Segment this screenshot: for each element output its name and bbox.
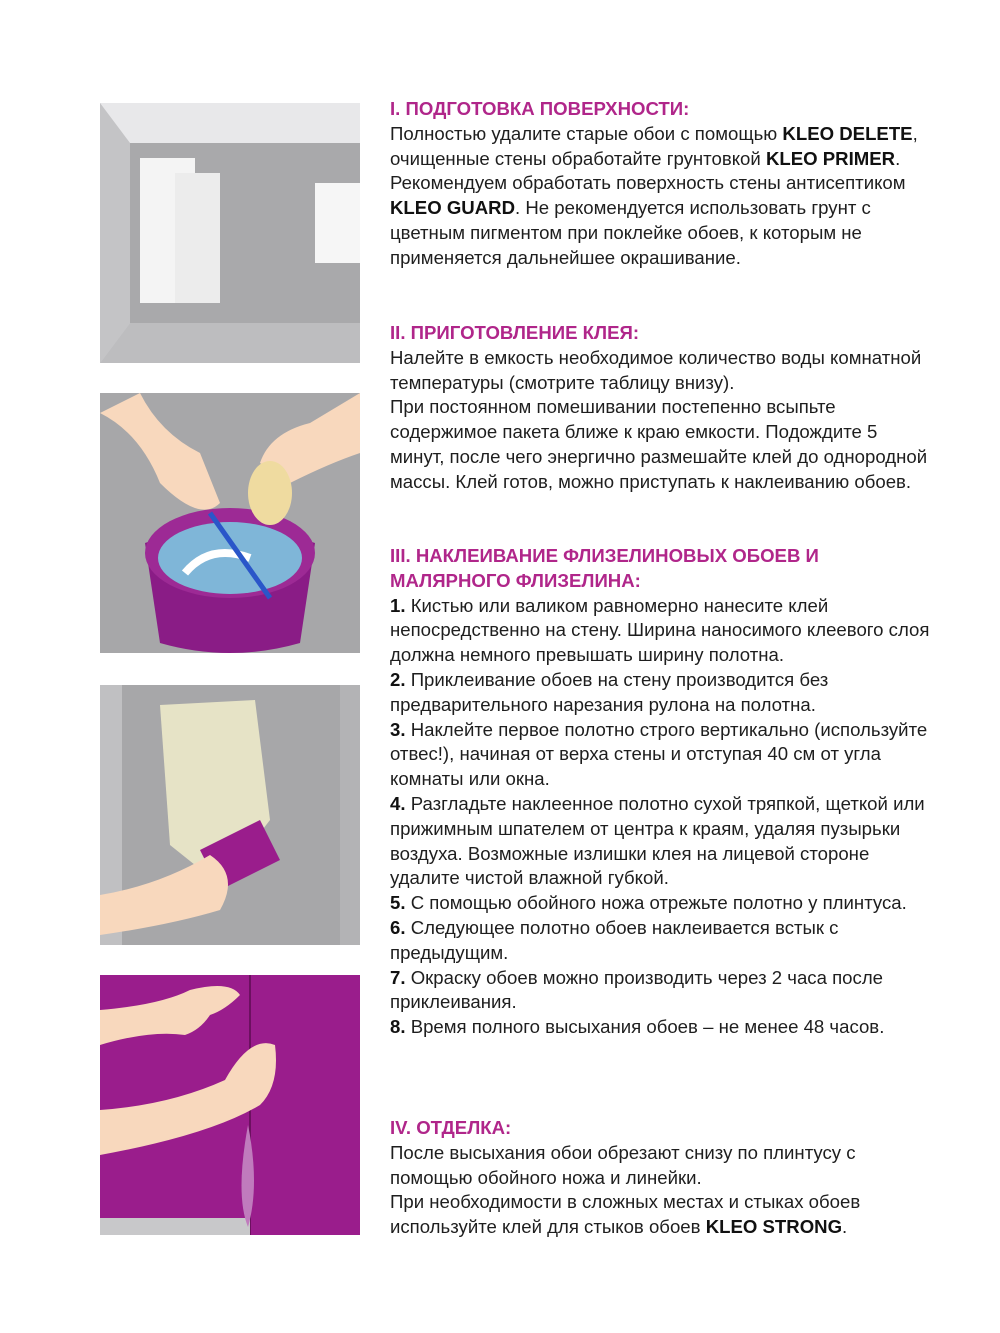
- section-title: IV. ОТДЕЛКА:: [390, 1117, 512, 1138]
- text-segment: При необходимости в сложных местах и стыках обоев используйте клей для стыков обоев: [390, 1191, 861, 1238]
- section-title: I. ПОДГОТОВКА ПОВЕРХНОСТИ:: [390, 98, 690, 119]
- section-paragraph: При постоянном помешивании постепенно всыпьте содержимое пакета ближе к краю емкости. Подождите 5 минут, после чего энергично размешайте клей до однородной массы. Клей готов, можно приступать к наклеиванию обоев.: [390, 396, 928, 492]
- text-segment: , очищенные стены обработайте грунтовкой: [390, 122, 918, 169]
- step-text: Разгладьте наклеенное полотно сухой тряпкой, щеткой или прижимным шпателем от центра к краям, удаляя пузырьки воздуха. Возможные излишки клея на лицевой стороне удалите чистой влажной губкой.: [390, 792, 925, 889]
- step-text: Время полного высыхания обоев – не менее 48 часов.: [410, 1016, 885, 1038]
- section-hanging-wallpaper: [390, 544, 930, 1040]
- step-number: 8.: [390, 1016, 406, 1038]
- step-item: [390, 594, 930, 668]
- step-text: Кистью или валиком равномерно нанесите клей непосредственно на стену. Ширина наносимого клеевого слоя должна немного превышать ширину полотна.: [390, 594, 930, 666]
- step-number: 3.: [390, 718, 406, 740]
- section-title: III. НАКЛЕИВАНИЕ ФЛИЗЕЛИНОВЫХ ОБОЕВ И МАЛЯРНОГО ФЛИЗЕЛИНА:: [390, 545, 819, 591]
- step-number: 6.: [390, 916, 406, 938]
- section-surface-preparation: [390, 97, 930, 271]
- text-segment: .: [842, 1216, 848, 1238]
- step-item: [390, 966, 930, 1016]
- section-title: II. ПРИГОТОВЛЕНИЕ КЛЕЯ:: [390, 322, 640, 343]
- product-name: KLEO DELETE: [782, 122, 913, 144]
- step-item: [390, 792, 930, 891]
- step-text: Наклейте первое полотно строго вертикально (используйте отвес!), начиная от верха стены и отступая 40 см от угла комнаты или окна.: [390, 718, 928, 790]
- section-paragraph: Налейте в емкость необходимое количество воды комнатной температуры (смотрите таблицу внизу).: [390, 346, 922, 393]
- step-item: [390, 891, 930, 916]
- step-item: [390, 1015, 930, 1040]
- step-number: 4.: [390, 792, 406, 814]
- section-text: [390, 122, 930, 271]
- product-name: KLEO GUARD: [390, 197, 515, 219]
- section-finishing: [390, 1116, 930, 1240]
- step-number: 5.: [390, 892, 406, 914]
- step-item: [390, 668, 930, 718]
- step-item: [390, 916, 930, 966]
- text-segment: Полностью удалите старые обои с помощью: [390, 122, 783, 144]
- step-number: 1.: [390, 594, 406, 616]
- step-text: Окраску обоев можно производить через 2 часа после приклеивания.: [390, 966, 884, 1013]
- mixing-glue-illustration: [100, 393, 360, 653]
- step-text: Приклеивание обоев на стену производится без предварительного нарезания рулона на полотна.: [390, 668, 829, 715]
- step-item: [390, 718, 930, 792]
- smoothing-wallpaper-illustration: [100, 685, 360, 945]
- hanging-wallpaper-illustration: [100, 975, 360, 1235]
- section-paragraph: После высыхания обои обрезают снизу по плинтусу с помощью обойного ножа и линейки.: [390, 1141, 856, 1188]
- step-number: 7.: [390, 966, 406, 988]
- text-segment: . Не рекомендуется использовать грунт с цветным пигментом при поклейке обоев, к которым не применяется дальнейшее окрашивание.: [390, 197, 871, 268]
- text-segment: . Рекомендуем обработать поверхность стены антисептиком: [390, 147, 906, 194]
- section-glue-preparation: [390, 321, 930, 495]
- step-text: С помощью обойного ножа отрежьте полотно у плинтуса.: [410, 892, 907, 914]
- product-name: KLEO STRONG: [705, 1216, 843, 1238]
- step-text: Следующее полотно обоев наклеивается встык с предыдущим.: [390, 916, 839, 963]
- product-name: KLEO PRIMER: [765, 147, 896, 169]
- empty-room-illustration: [100, 103, 360, 363]
- step-number: 2.: [390, 668, 406, 690]
- section-paragraph: [390, 1190, 930, 1240]
